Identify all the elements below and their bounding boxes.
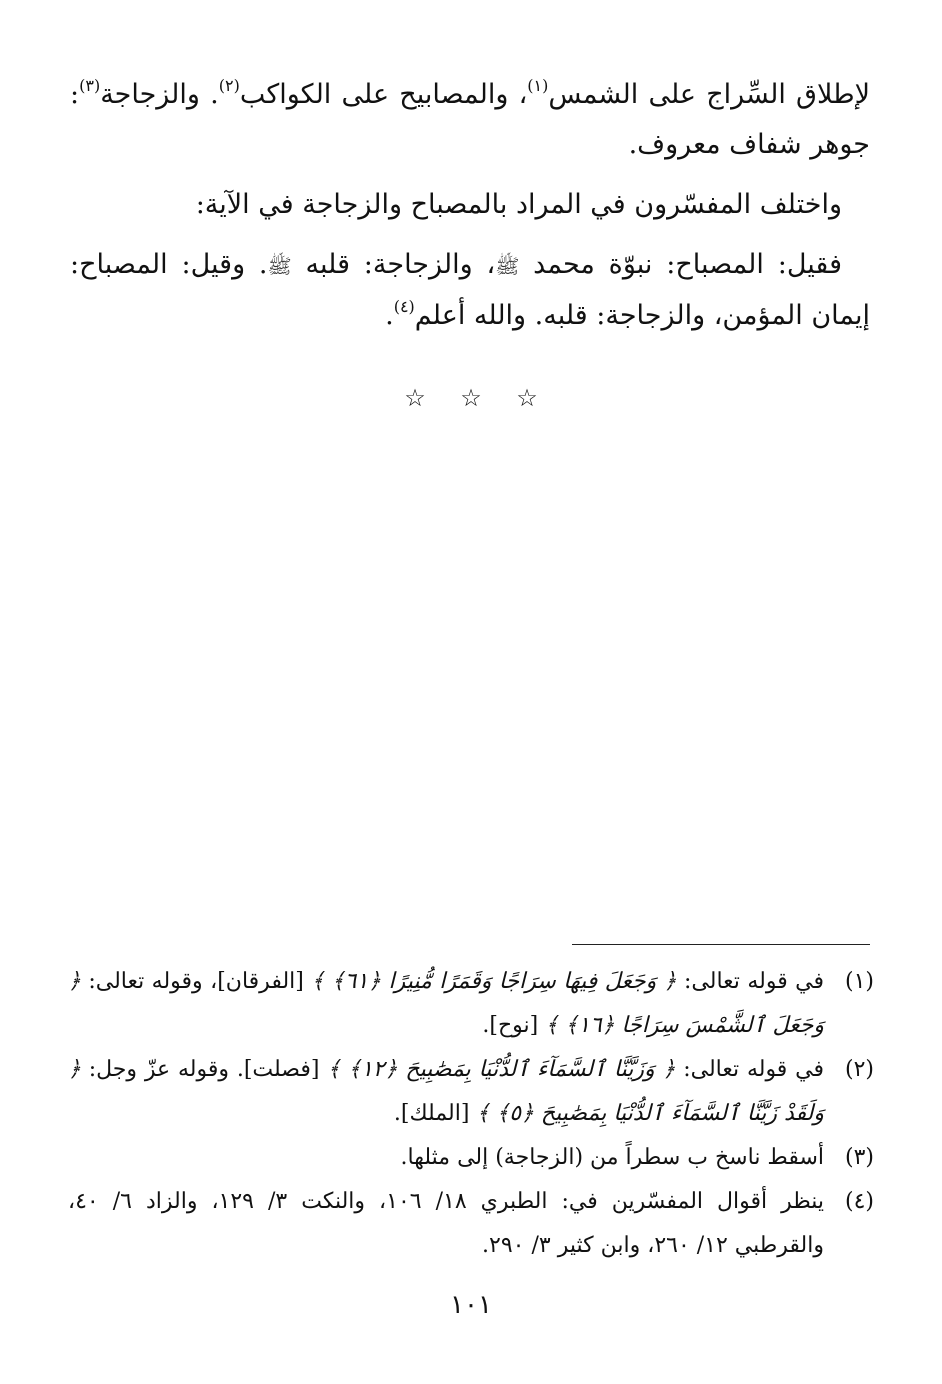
text-run: . والزجاجة xyxy=(100,79,219,110)
text-run: [الملك]. xyxy=(393,1101,477,1126)
text-run: ، والمصابيح على الكواكب xyxy=(239,79,528,110)
text-run: . وقيل: المصباح: إيمان المؤمن، والزجاجة: قلبه. والله أعلم xyxy=(70,249,870,331)
footnote-item xyxy=(68,1048,874,1136)
quran-verse: ﴿ وَزَيَّنَّا ٱلسَّمَآءَ ٱلدُّنْيَا بِمَصَٰبِيحَ ﴿١٢﴾ ﴾ xyxy=(327,1057,676,1082)
footnote-item xyxy=(68,1136,874,1180)
footnote-ref: (٢) xyxy=(218,76,240,95)
star-icon: ☆ xyxy=(404,384,426,412)
paragraph xyxy=(70,240,870,341)
text-run: أسقط ناسخ ب سطراً من (الزجاجة) إلى مثلها. xyxy=(400,1145,824,1170)
footnote-number: (٣) xyxy=(844,1145,874,1170)
text-run: [الفرقان]، وقوله تعالى: xyxy=(80,969,312,994)
section-divider-stars xyxy=(0,384,942,412)
footnote-text xyxy=(68,1048,824,1136)
footnote-ref: (٣) xyxy=(79,76,101,95)
text-run: . xyxy=(385,300,394,331)
text-run: ينظر أقوال المفسّرين في: الطبري ١٨/ ١٠٦، والنكت ٣/ ١٢٩، والزاد ٦/ ٤٠، والقرطبي ١٢/ ٢٦٠، وابن كثير ٣/ ٢٩٠. xyxy=(68,1189,825,1258)
footnote-number: (٢) xyxy=(844,1057,874,1082)
quran-verse: ﴿ وَجَعَلَ ٱلشَّمْسَ سِرَاجًا ﴿١٦﴾ ﴾ xyxy=(68,969,824,1038)
quran-verse: ﴿ وَجَعَلَ فِيهَا سِرَاجًا وَقَمَرًا مُّنِيرًا ﴿٦١﴾ ﴾ xyxy=(311,969,677,994)
footnote-separator xyxy=(572,944,870,945)
honorific-ligature: ﷺ xyxy=(267,254,292,278)
star-icon: ☆ xyxy=(516,384,538,412)
text-run: في قوله تعالى: xyxy=(676,969,825,994)
footnotes xyxy=(68,960,874,1268)
footnote-text xyxy=(68,1180,824,1268)
text-run: [فصلت]. وقوله عزّ وجل: xyxy=(80,1057,328,1082)
page-number: ١٠١ xyxy=(450,1290,492,1320)
paragraph xyxy=(70,70,870,170)
star-icon: ☆ xyxy=(460,384,482,412)
text-run: فقيل: المصباح: نبوّة محمد xyxy=(519,249,842,280)
text-run: في قوله تعالى: xyxy=(675,1057,825,1082)
text-run: : جوهر شفاف معروف. xyxy=(70,79,870,160)
footnote-text xyxy=(68,1136,824,1180)
text-run: لإطلاق السِّراج على الشمس xyxy=(548,79,870,110)
footnote-ref: (١) xyxy=(527,76,549,95)
main-text xyxy=(70,70,870,351)
footnote-number: (٤) xyxy=(844,1189,874,1214)
text-run: واختلف المفسّرون في المراد بالمصباح والزجاجة في الآية: xyxy=(195,189,842,220)
footnote-item xyxy=(68,960,874,1048)
paragraph xyxy=(70,180,870,230)
honorific-ligature: ﷺ xyxy=(495,254,520,278)
footnote-text xyxy=(68,960,824,1048)
footnote-ref: (٤) xyxy=(393,297,415,316)
quran-verse: ﴿ وَلَقَدْ زَيَّنَّا ٱلسَّمَآءَ ٱلدُّنْيَا بِمَصَٰبِيحَ ﴿٥﴾ ﴾ xyxy=(68,1057,824,1126)
footnote-item xyxy=(68,1180,874,1268)
text-run: [نوح]. xyxy=(482,1013,546,1038)
text-run: ، والزجاجة: قلبه xyxy=(291,249,496,280)
footnote-number: (١) xyxy=(844,969,874,994)
